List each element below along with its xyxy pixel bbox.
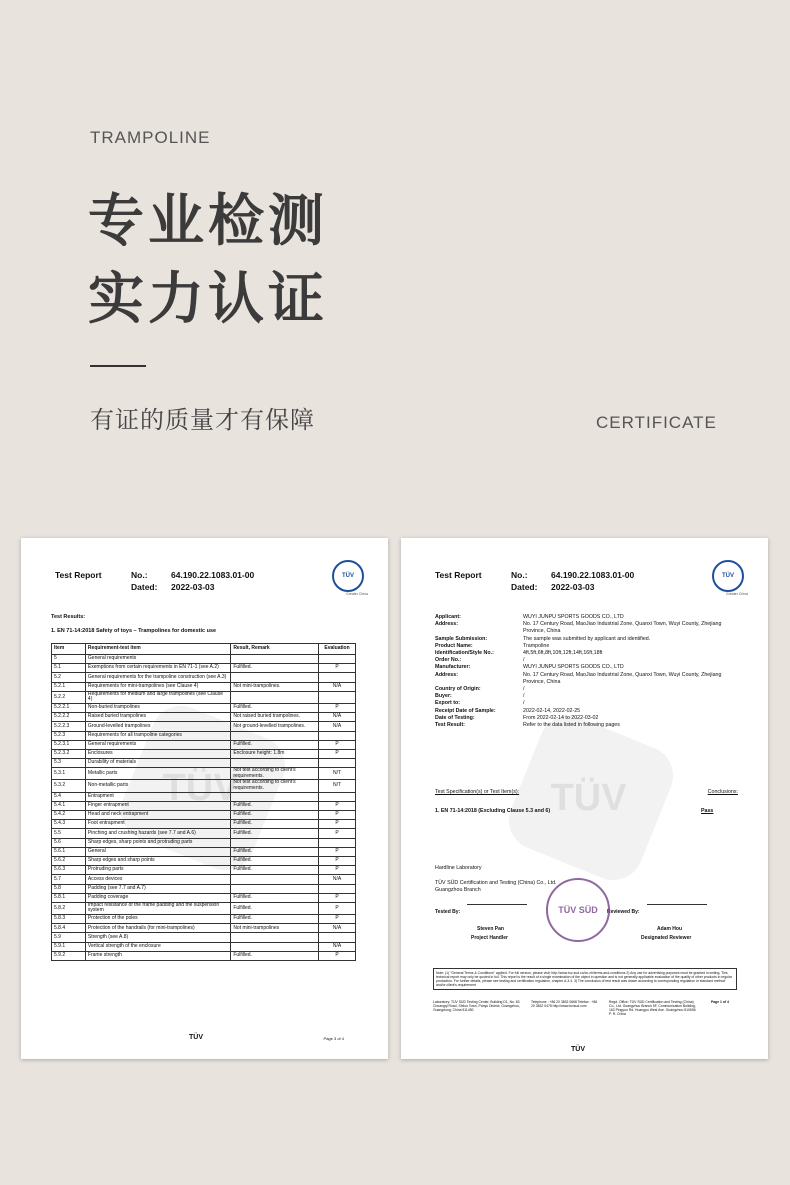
table-cell [231, 875, 319, 884]
table-cell: 5.2 [52, 673, 86, 682]
table-cell: N/T [319, 780, 356, 792]
table-cell: Fulfilled. [231, 915, 319, 924]
field-label: Applicant: [435, 614, 461, 620]
table-cell: Fulfilled. [231, 951, 319, 960]
table-row [52, 915, 356, 924]
field-value: 2022-02-14, 2022-02-25 [523, 707, 581, 714]
field-label: Test Result: [435, 722, 465, 729]
field-label: Manufacturer: [435, 664, 471, 671]
table-cell: 5.5 [52, 829, 86, 838]
table-row [52, 655, 356, 664]
table-cell: 5.2.2 [52, 691, 86, 703]
table-cell: Fulfilled. [231, 820, 319, 829]
table-row [52, 847, 356, 856]
field-label: Order No.: [435, 657, 462, 664]
signer-2: Adam Hou [657, 926, 682, 932]
table-cell [319, 691, 356, 703]
field-label: Sample Submission: [435, 635, 488, 642]
table-cell: P [319, 893, 356, 902]
table-cell: Sharp edges, sharp points and protruding parts [85, 838, 230, 847]
field-row [435, 643, 738, 650]
table-row [52, 682, 356, 691]
table-cell: Exemptions from certain requirements in EN 71-1 (see A.2) [85, 664, 230, 673]
table-cell: 5.2.3.1 [52, 740, 86, 749]
table-cell: 5.4.2 [52, 811, 86, 820]
field-value: / [523, 657, 525, 664]
report-number: 64.190.22.1083.01-00 [171, 570, 255, 580]
table-cell: N/A [319, 722, 356, 731]
table-cell: N/A [319, 875, 356, 884]
results-table [51, 643, 356, 961]
lab-contact: Telephone : +86 20 3832 0668 Telefax : +86 20 3832 0478 http://www.tuvsud.com [531, 1000, 598, 1008]
dated-label: Dated: [131, 582, 158, 592]
table-cell [231, 933, 319, 942]
seal-stamp: TÜV SÜD [546, 878, 610, 942]
table-cell: 5.2.2.3 [52, 722, 86, 731]
table-cell: P [319, 703, 356, 712]
column-header: Evaluation [319, 644, 356, 655]
table-cell: Fulfilled. [231, 893, 319, 902]
table-cell: Fulfilled. [231, 847, 319, 856]
table-row [52, 924, 356, 933]
table-row [52, 780, 356, 792]
tagline: 有证的质量才有保障 [90, 406, 315, 434]
signer-1-role: Project Handler [471, 935, 508, 941]
table-cell: General requirements for the trampoline construction (see A.3) [85, 673, 230, 682]
field-value: / [523, 693, 525, 700]
table-row [52, 829, 356, 838]
field-row [435, 693, 738, 700]
table-cell: Strength (see A.8) [85, 933, 230, 942]
column-header: Requirement-test item [85, 644, 230, 655]
table-cell: Requirements for medium and large trampolines (see Clause 4) [85, 691, 230, 703]
table-cell: Fulfilled. [231, 811, 319, 820]
field-label: Identification/Style No.: [435, 650, 494, 657]
table-cell: Not ground-levelled trampolines. [231, 722, 319, 731]
table-cell: Fulfilled. [231, 703, 319, 712]
table-row [52, 673, 356, 682]
table-cell [319, 838, 356, 847]
company-line-1: TÜV SÜD Certification and Testing (China) Co., Ltd. [435, 880, 557, 886]
table-cell: Entrapment [85, 792, 230, 801]
table-cell: 5.2.2.1 [52, 703, 86, 712]
field-value: Trampoline [523, 642, 550, 649]
table-row [52, 951, 356, 960]
table-cell [231, 792, 319, 801]
field-label: Product Name: [435, 642, 473, 649]
table-cell: P [319, 915, 356, 924]
table-row [52, 811, 356, 820]
table-cell: 5.4 [52, 792, 86, 801]
table-cell: P [319, 740, 356, 749]
lab-info [433, 1000, 737, 1040]
logo-caption: Greater China [346, 592, 368, 596]
table-cell: Requirements for mini-trampolines (see Clause 4) [85, 682, 230, 691]
table-cell: 5.2.1 [52, 682, 86, 691]
field-row [435, 722, 738, 729]
field-row [435, 708, 738, 715]
table-cell [231, 884, 319, 893]
results-label: Test Results: [51, 614, 86, 620]
column-header: Item [52, 644, 86, 655]
table-cell: Not mini-trampolines [231, 924, 319, 933]
table-cell [319, 673, 356, 682]
table-cell [319, 792, 356, 801]
table-cell: N/A [319, 942, 356, 951]
field-value: WUYI JUNPU SPORTS GOODS CO., LTD [523, 664, 624, 671]
reviewed-by-label: Reviewed By: [607, 909, 640, 915]
table-cell: Fulfilled. [231, 902, 319, 914]
reviewed-signature-line [647, 904, 707, 905]
table-cell: General [85, 847, 230, 856]
table-cell: 5.2.3.2 [52, 749, 86, 758]
table-cell: P [319, 820, 356, 829]
field-value: 4ft,5ft,6ft,8ft,10ft,12ft,14ft,16ft,18ft [523, 650, 603, 657]
company-line-2: Guangzhou Branch [435, 887, 481, 893]
table-row [52, 838, 356, 847]
field-label: Country of Origin: [435, 686, 481, 693]
table-row [52, 759, 356, 768]
field-row [435, 621, 738, 635]
table-row [52, 768, 356, 780]
report-title: Test Report [55, 570, 102, 580]
table-cell: 5.8.1 [52, 893, 86, 902]
table-cell [319, 759, 356, 768]
table-cell: Not test according to client's requirements. [231, 780, 319, 792]
report-number: 64.190.22.1083.01-00 [551, 570, 635, 580]
table-cell: Enclosure height: 1.8m [231, 749, 319, 758]
field-label: Receipt Date of Sample: [435, 707, 496, 714]
table-cell: P [319, 811, 356, 820]
table-cell: Metallic parts [85, 768, 230, 780]
table-cell: Ground-levelled trampolines [85, 722, 230, 731]
no-label: No.: [511, 570, 528, 580]
field-row [435, 700, 738, 707]
field-label: Export to: [435, 700, 461, 707]
table-row [52, 820, 356, 829]
divider [90, 365, 146, 367]
table-cell: P [319, 664, 356, 673]
table-cell: Not raised buried trampolines. [231, 713, 319, 722]
table-row [52, 792, 356, 801]
spec-item: 1. EN 71-14:2018 (Excluding Clause 5.3 and 6) [435, 808, 551, 814]
standard-heading: 1. EN 71-14:2018 Safety of toys – Trampolines for domestic use [51, 628, 217, 634]
table-cell: Fulfilled. [231, 664, 319, 673]
signer-1: Steven Pan [477, 926, 504, 932]
table-cell: Fulfilled. [231, 740, 319, 749]
table-row [52, 933, 356, 942]
table-cell [231, 673, 319, 682]
table-row [52, 749, 356, 758]
table-cell: Vertical strength of the enclosure [85, 942, 230, 951]
spec-result: Pass [701, 808, 714, 814]
table-cell: Raised buried trampolines [85, 713, 230, 722]
table-cell: Padding coverage [85, 893, 230, 902]
kicker: TRAMPOLINE [90, 128, 211, 147]
table-cell: 5.6.3 [52, 866, 86, 875]
footer-logo: TÜV [571, 1046, 585, 1053]
lab-name: Hardline Laboratory [435, 865, 482, 871]
table-cell: 5.6.2 [52, 856, 86, 865]
table-cell: Durability of materials [85, 759, 230, 768]
table-row [52, 731, 356, 740]
field-value: WUYI JUNPU SPORTS GOODS CO., LTD [523, 614, 624, 620]
footer-logo: TÜV [189, 1034, 203, 1041]
signer-2-role: Designated Reviewer [641, 935, 692, 941]
table-row [52, 893, 356, 902]
field-row [435, 664, 738, 671]
field-row [435, 672, 738, 686]
table-cell: Fulfilled. [231, 866, 319, 875]
table-cell [231, 731, 319, 740]
field-value: No. 17 Century Road, MaoJiao Industrial Zone, Quanxi Town, Wuyi County, Zhejiang Province, China [523, 671, 722, 685]
table-cell: Fulfilled. [231, 829, 319, 838]
table-cell: 5.2.2.2 [52, 713, 86, 722]
field-label: Date of Testing: [435, 714, 475, 721]
table-cell: N/A [319, 682, 356, 691]
table-cell [231, 691, 319, 703]
field-label: Address: [435, 621, 458, 628]
table-row [52, 942, 356, 951]
table-row [52, 875, 356, 884]
table-row [52, 856, 356, 865]
table-cell [319, 731, 356, 740]
table-cell: N/T [319, 768, 356, 780]
tuv-logo-icon: TÜV [712, 560, 744, 592]
lab-address: Laboratory: TÜV SÜD Testing Center, Building D1, No. 63 Chuangqi Road, Shilou Town, Panyu District, Guangzhou, Guangdong, China 511450 [433, 1000, 520, 1012]
field-value: No. 17 Century Road, MaoJiao Industrial Zone, Quanxi Town, Wuyi County, Zhejiang Province, China [523, 621, 722, 635]
table-cell: Foot entrapment [85, 820, 230, 829]
table-cell [319, 884, 356, 893]
table-cell: Impact resistance of the frame padding and the suspension system [85, 902, 230, 914]
table-cell [231, 838, 319, 847]
table-cell [319, 655, 356, 664]
table-cell: 5.8 [52, 884, 86, 893]
table-cell: Head and neck entrapment [85, 811, 230, 820]
table-row [52, 664, 356, 673]
table-cell: Non-buried trampolines [85, 703, 230, 712]
table-row [52, 801, 356, 810]
certificate-label: CERTIFICATE [596, 413, 717, 432]
table-row [52, 866, 356, 875]
table-row [52, 713, 356, 722]
table-cell: P [319, 866, 356, 875]
table-row [52, 691, 356, 703]
table-cell: P [319, 749, 356, 758]
spec-label: Test Specification(s) or Test Item(s): [435, 789, 520, 795]
table-row [52, 902, 356, 914]
table-cell: Sharp edges and sharp points [85, 856, 230, 865]
table-cell: Not mini-trampolines. [231, 682, 319, 691]
tested-by-label: Tested By: [435, 909, 461, 915]
table-cell: 5 [52, 655, 86, 664]
table-cell: 5.9.2 [52, 951, 86, 960]
table-cell: 5.4.3 [52, 820, 86, 829]
report-title: Test Report [435, 570, 482, 580]
field-row [435, 686, 738, 693]
title-line-2: 实力认证 [88, 267, 328, 332]
table-cell: 5.3.2 [52, 780, 86, 792]
table-cell: 5.2.3 [52, 731, 86, 740]
field-value: The sample was submitted by applicant and identified. [523, 635, 651, 642]
logo-caption: Greater China [726, 592, 748, 596]
table-row [52, 722, 356, 731]
conclusions-label: Conclusions: [707, 789, 738, 795]
table-cell: 5.6 [52, 838, 86, 847]
table-cell: P [319, 829, 356, 838]
regd-office: Regd. Office: TÜV SÜD Certification and Testing (China) Co., Ltd. Guangzhou Branch 5F, Communication Building, 163 Pingyun Rd, Huangpu West Ave. Guangzhou 510656 P. R. China [609, 1000, 696, 1016]
table-cell: 5.1 [52, 664, 86, 673]
no-label: No.: [131, 570, 148, 580]
field-label: Buyer: [435, 693, 452, 700]
table-cell: General requirements [85, 740, 230, 749]
table-cell: P [319, 801, 356, 810]
table-cell: Frame strength [85, 951, 230, 960]
applicant-fields [435, 614, 738, 729]
table-cell: Protection of the handrails (for mini-trampolines) [85, 924, 230, 933]
table-cell: Non-metallic parts [85, 780, 230, 792]
report-date: 2022-03-03 [171, 582, 215, 592]
table-cell: Pinching and crushing hazards (see 7.7 and A.6) [85, 829, 230, 838]
table-cell: Protection of the poles [85, 915, 230, 924]
table-cell: 5.3 [52, 759, 86, 768]
table-cell: P [319, 856, 356, 865]
table-cell: Not test according to client's requirements. [231, 768, 319, 780]
table-cell [231, 942, 319, 951]
table-cell: N/A [319, 924, 356, 933]
column-header: Result, Remark [231, 644, 319, 655]
table-cell: Finger entrapment [85, 801, 230, 810]
report-page-results [21, 538, 388, 1059]
table-cell: 5.9.1 [52, 942, 86, 951]
table-row [52, 884, 356, 893]
field-row [435, 614, 738, 621]
tuv-logo-icon: TÜV [332, 560, 364, 592]
field-value: Refer to the data listed in following pages [523, 722, 620, 729]
table-cell: P [319, 902, 356, 914]
table-cell: P [319, 951, 356, 960]
table-cell: N/A [319, 713, 356, 722]
page-number: Page 3 of 4 [323, 1036, 344, 1041]
table-cell: Fulfilled. [231, 856, 319, 865]
field-value: From 2022-02-14 to 2022-03-02 [523, 714, 599, 721]
table-cell: General requirements [85, 655, 230, 664]
table-row [52, 740, 356, 749]
title-line-1: 专业检测 [88, 189, 328, 254]
field-row [435, 715, 738, 722]
table-cell: P [319, 847, 356, 856]
table-cell: Protruding parts [85, 866, 230, 875]
table-cell: 5.6.1 [52, 847, 86, 856]
table-cell: 5.3.1 [52, 768, 86, 780]
table-cell [231, 655, 319, 664]
table-cell: 5.8.2 [52, 902, 86, 914]
table-cell: 5.7 [52, 875, 86, 884]
notes-box: Note: (1) "General Terms & Conditions" applied. For full version, please visit: http://www.tuv-sud.cn/cn-zh/terms-and-conditions 2) Any use for advertising purposes must be granted in writing. This technical report may only be quoted in full. This report is the result of a single examination of the object in question and is not generally applicable evaluation of the quality of other products in regular production. For further details, please see testing and certification regulation, chapter A-3.4. 3) The conclusion of test result was drawn according to corresponding regulation or standard method and/or client's requirement [433, 968, 737, 990]
field-value: / [523, 686, 525, 693]
tuv-watermark: TÜV [112, 697, 294, 879]
field-row [435, 657, 738, 664]
table-cell: Access devices [85, 875, 230, 884]
table-row [52, 703, 356, 712]
tested-signature-line [467, 904, 527, 905]
page-number: Page 1 of 4 [711, 1000, 729, 1004]
field-value: / [523, 700, 525, 707]
table-cell: 5.9 [52, 933, 86, 942]
field-label: Address: [435, 671, 458, 678]
table-cell: Enclosures [85, 749, 230, 758]
table-cell: 5.4.1 [52, 801, 86, 810]
table-cell: 5.8.3 [52, 915, 86, 924]
tuv-watermark: TÜV [500, 707, 682, 889]
dated-label: Dated: [511, 582, 538, 592]
report-date: 2022-03-03 [551, 582, 595, 592]
report-page-cover [401, 538, 768, 1059]
table-cell: Padding (see 7.7 and A.7) [85, 884, 230, 893]
field-row [435, 636, 738, 643]
table-cell: Fulfilled. [231, 801, 319, 810]
table-cell [319, 933, 356, 942]
table-cell: 5.8.4 [52, 924, 86, 933]
table-cell: Requirements for all trampoline categories [85, 731, 230, 740]
field-row [435, 650, 738, 657]
